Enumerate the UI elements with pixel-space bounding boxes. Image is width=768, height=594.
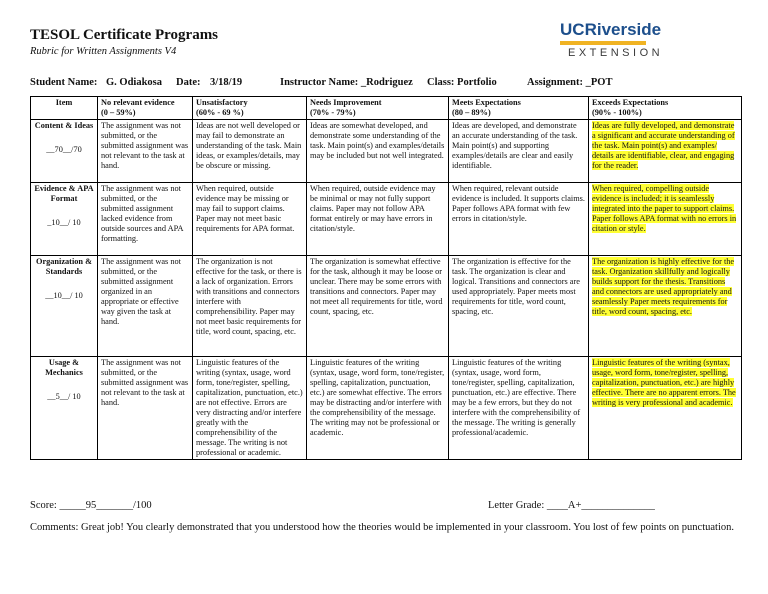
assignment-name: Assignment: _POT xyxy=(527,77,613,88)
col-header-meets-expectations: Meets Expectations (80 – 89%) xyxy=(449,97,589,120)
rubric-cell: Ideas are somewhat developed, and demonstrate some understanding of the task. Main point(s) and examples/details may be included but not well integrated. xyxy=(307,120,449,183)
rubric-row-organization xyxy=(31,256,742,357)
rubric-cell: The organization is effective for the task. The organization is clear and logical. Transitions and connectors are used appropriately. Paper meets most requirements for title, word count, spacing, etc. xyxy=(449,256,589,357)
rubric-row-content xyxy=(31,120,742,183)
instructor-comments: Comments: Great job! You clearly demonstrated that you understood how the theories would be implemented in your classroom. You lost of few points on punctuation. xyxy=(30,522,734,533)
rubric-cell: Ideas are not well developed or may fail to demonstrate an understanding of the task. Main ideas, or examples/details, may be obscure or missing. xyxy=(193,120,307,183)
rubric-cell: The assignment was not submitted, or the submitted assignment was not relevant to the task at hand. xyxy=(98,357,193,460)
rubric-cell: When required, relevant outside evidence is included. It supports claims. Paper follows APA format with few errors in citation/style. xyxy=(449,183,589,256)
rubric-row-usage xyxy=(31,357,742,460)
document-subtitle: Rubric for Written Assignments V4 xyxy=(30,46,177,57)
letter-grade: Letter Grade: ____A+______________ xyxy=(488,500,655,511)
row-score: __5__/ 10 xyxy=(47,392,81,401)
rubric-cell: Linguistic features of the writing (syntax, usage, word form, tone/register, spelling, capitalization, punctuation, etc.) are effective. There may be a few errors, but they do not interfere with the comprehensibility of the message. The writing is generally professional/academic. xyxy=(449,357,589,460)
col-header-exceeds-expectations: Exceeds Expectations (90% - 100%) xyxy=(589,97,742,120)
row-score: _10__/ 10 xyxy=(47,218,81,227)
logo-riverside: Riverside xyxy=(584,20,662,39)
logo-gold-bar xyxy=(560,41,646,45)
student-name-value: G. Odiakosa xyxy=(106,77,163,88)
rubric-cell: Linguistic features of the writing (syntax, usage, word form, tone/register, spelling, capitalization, punctuation, etc.) are not effective. Errors are very distracting and/or interfere greatly with the comprehensibility of the message. The writing is not professional or academic. xyxy=(193,357,307,460)
rubric-cell: The assignment was not submitted, or the submitted assignment organized in an appropriate or effective way given the task at hand. xyxy=(98,256,193,357)
rubric-cell-selected: When required, compelling outside evidence is included; it is seamlessly integrated into the paper to support claims. Paper follows APA format with no errors in citation or style. xyxy=(589,183,742,256)
row-item-label: Evidence & APA Format _10__/ 10 xyxy=(31,183,98,256)
document-title: TESOL Certificate Programs xyxy=(30,27,219,43)
col-header-unsatisfactory: Unsatisfactory (60% - 69 %) xyxy=(193,97,307,120)
total-score: Score: _____95_______/100 xyxy=(30,500,152,511)
row-item-label: Organization & Standards __10__/ 10 xyxy=(31,256,98,357)
row-score: __70__/70 xyxy=(46,145,82,154)
rubric-cell: The organization is somewhat effective for the task, although it may be loose or unclear. There may be some errors with transitions and connectors. Paper may not meet all requirements for title, word count, spacing, etc. xyxy=(307,256,449,357)
row-score: __10__/ 10 xyxy=(45,291,83,300)
logo-uc: UC xyxy=(560,20,585,39)
rubric-cell-selected: The organization is highly effective for the task. Organization skillfully and logically builds support for the thesis. Transitions and connectors are used appropriately and seamlessly Paper meets requirements for title, word count, spacing, etc. xyxy=(589,256,742,357)
instructor-name: Instructor Name: _Rodriguez xyxy=(280,77,413,88)
col-header-needs-improvement: Needs Improvement (70% - 79%) xyxy=(307,97,449,120)
class-name: Class: Portfolio xyxy=(427,77,497,88)
col-header-item: Item xyxy=(31,97,98,120)
logo-extension: EXTENSION xyxy=(568,47,664,59)
date-label: Date: xyxy=(176,77,201,88)
rubric-cell: The assignment was not submitted, or the submitted assignment lacked evidence from outside sources and APA formatting. xyxy=(98,183,193,256)
rubric-cell: The organization is not effective for the task, or there is a lack of organization. Errors with transitions and connectors interfere with comprehensibility. Paper may not meet basic requirements for title, word count, spacing, etc. xyxy=(193,256,307,357)
rubric-cell: Linguistic features of the writing (syntax, usage, word form, tone/register, spelling, capitalization, punctuation, etc.) are somewhat effective. The errors may be distracting and/or interfere with the comprehensibility of the message. The writing may not be professional or academic. xyxy=(307,357,449,460)
col-header-no-evidence: No relevant evidence (0 – 59%) xyxy=(98,97,193,120)
date-value: 3/18/19 xyxy=(210,77,243,88)
student-name-label: Student Name: xyxy=(30,77,98,88)
rubric-row-evidence xyxy=(31,183,742,256)
rubric-cell: Ideas are developed, and demonstrate an accurate understanding of the task. Main point(s) and supporting examples/details are clear and easily identifiable. xyxy=(449,120,589,183)
ucr-extension-logo xyxy=(560,18,740,68)
rubric-cell-selected: Ideas are fully developed, and demonstrate a significant and accurate understanding of the task. Main point(s) and examples/ details are identifiable, clear, and engaging for the reader. xyxy=(589,120,742,183)
rubric-cell: The assignment was not submitted, or the submitted assignment was not relevant to the task at hand. xyxy=(98,120,193,183)
rubric-cell: When required, outside evidence may be missing or may fail to support claims. Paper may not meet basic requirements for APA format. xyxy=(193,183,307,256)
row-item-label: Content & Ideas __70__/70 xyxy=(31,120,98,183)
rubric-cell-selected: Linguistic features of the writing (syntax, usage, word form, tone/register, spelling, capitalization, punctuation, etc.) are highly effective. There are no apparent errors. The writing is very professional and academic. xyxy=(589,357,742,460)
logo-wordmark xyxy=(560,20,661,40)
rubric-cell: When required, outside evidence may be minimal or may not fully support claims. Paper may not follow APA format entirely or may have errors in citation/style. xyxy=(307,183,449,256)
rubric-table xyxy=(30,96,742,460)
rubric-header-row xyxy=(31,97,742,120)
row-item-label: Usage & Mechanics __5__/ 10 xyxy=(31,357,98,460)
